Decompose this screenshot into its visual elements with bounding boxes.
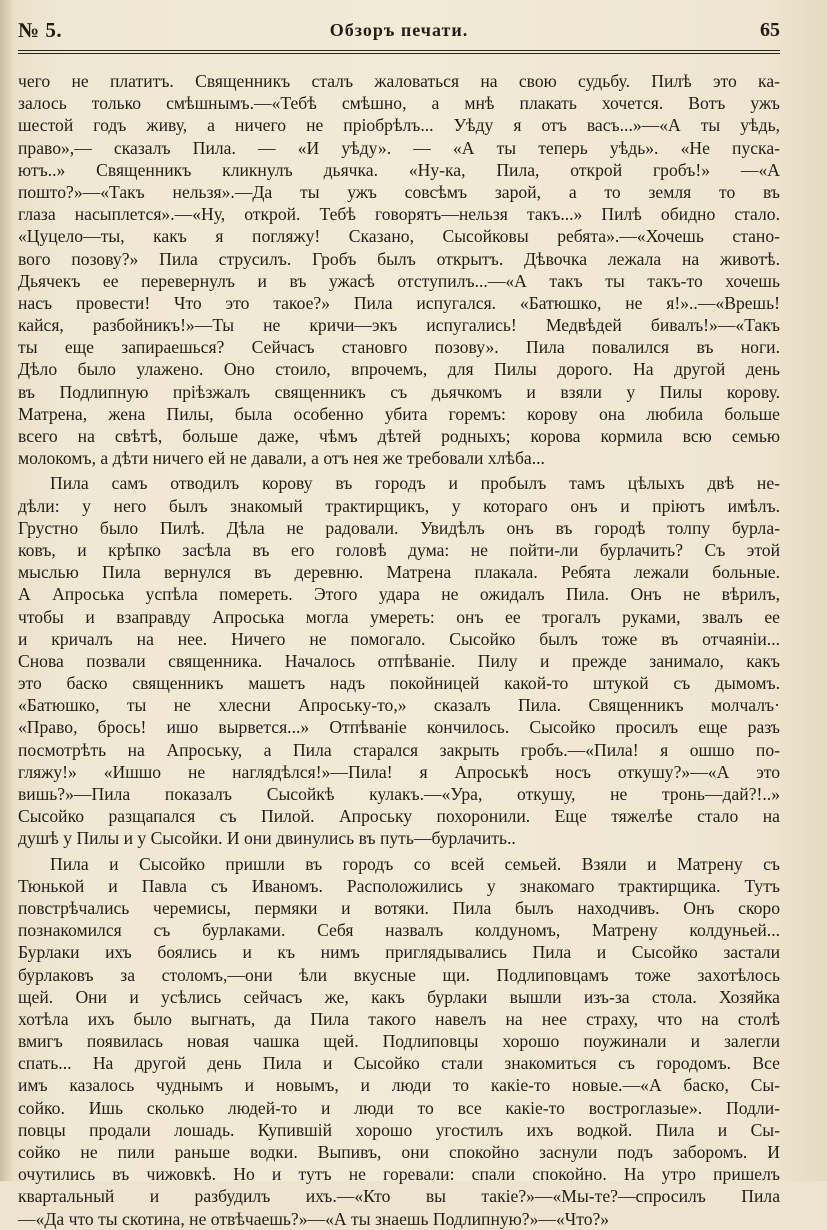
text-line: Дѣло было улажено. Оно стоило, впрочемъ, для Пилы дорого. На другой день [18, 359, 780, 380]
body-text [18, 70, 780, 1230]
text-line: Грустно было Пилѣ. Дѣла не радовали. Увидѣлъ онъ въ городѣ толпу бурла- [18, 517, 780, 538]
text-line: гляжу!» «Ишшо не наглядѣлся!»—Пила! я Апроськѣ носъ откушу?»—«А это [18, 761, 780, 782]
header-rule [18, 50, 780, 51]
text-line: душѣ у Пилы и у Сысойки. И они двинулись въ путь—бурлачить.. [18, 828, 516, 849]
text-line: насъ провести! Что это такое?» Пила испугался. «Батюшко, не я!»..—«Врешь! [18, 292, 780, 313]
text-line: мыслью Пила вернулся въ деревню. Матрена плакала. Ребята лежали больные. [18, 562, 780, 583]
text-line: вого позову?» Пила струсилъ. Гробъ былъ открытъ. Дѣвочка лежала на животѣ. [18, 248, 780, 269]
text-line: чтобы и взаправду Апроська могла умереть: онъ ее трогалъ руками, звалъ ее [18, 606, 780, 627]
text-line: бурлаковъ за столомъ,—они ѣли вкусные щи. Подлиповцамъ тоже захотѣлось [18, 964, 780, 985]
text-line: спать... На другой день Пила и Сысойко стали знакомиться съ городомъ. Все [18, 1053, 780, 1074]
text-line: повцы продали лошадь. Купившій хорошо угостилъ ихъ водкой. Пила и Сы- [18, 1119, 780, 1140]
text-line: Снова позвали священника. Началось отпѣваніе. Пилу и прежде занимало, какъ [18, 650, 780, 671]
text-line: вишь?»—Пила показалъ Сысойкѣ кулакъ.—«Ура, откушу, не тронь—дай?!..» [18, 784, 780, 804]
text-line: кайся, разбойникъ!»—Ты не кричи—экъ испугались! Медвѣдей бивалъ!»—«Такъ [18, 315, 780, 336]
text-line: квартальный и разбудилъ ихъ.—«Кто вы такіе?»—«Мы-те?—спросилъ Пила [18, 1186, 780, 1207]
text-line: въ Подлипную пріѣзжалъ священникъ съ дьячкомъ и взяли у Пилы корову. [18, 381, 780, 402]
text-line: и кричалъ на нее. Ничего не помогало. Сысойко былъ тоже въ отчаяніи... [18, 628, 780, 649]
text-line: Матрена, жена Пилы, была особенно убита горемъ: корову она любила больше [18, 403, 780, 424]
text-line: право»,— сказалъ Пила. — «И уѣду». — «А ты теперь уѣдь». «Не пуска- [18, 137, 780, 158]
text-line: вмигъ появилась новая чашка щей. Подлиповцы хорошо поужинали и залегли [18, 1031, 780, 1052]
text-line: хотѣла ихъ было выгнать, да Пила такого навелъ на нее страху, что на столѣ [18, 1008, 780, 1029]
header-rule-thin [18, 53, 780, 54]
text-line: дѣли: у него былъ знакомый трактирщикъ, у котораго онъ и пріютъ имѣлъ. [18, 495, 780, 516]
text-line: А Апроська успѣла помереть. Этого удара не ожидалъ Пила. Онъ не вѣрилъ, [18, 584, 780, 605]
text-line: «Батюшко, ты не хлесни Апроську-то,» сказалъ Пила. Священникъ молчалъ· [18, 695, 780, 716]
text-line: познакомился съ бурлаками. Себя назвалъ колдуномъ, Матрену колдуньей... [18, 920, 780, 941]
page-binding-edge [0, 0, 14, 1181]
text-line: залось только смѣшнымъ.—«Тебѣ смѣшно, а мнѣ плакать хочется. Вотъ ужъ [18, 93, 780, 114]
text-line: Пила и Сысойко пришли въ городъ со всей семьей. Взяли и Матрену съ [50, 853, 780, 874]
text-line: Сысойко разщапался съ Пилой. Апроську похоронили. Еще тяжелѣе стало на [18, 806, 780, 827]
text-line: ютъ..» Священникъ кликнулъ дьячка. «Ну-ка, Пила, открой гробъ!» —«А [18, 159, 780, 180]
text-line: шестой годъ живу, а ничего не пріобрѣлъ... Уѣду я отъ васъ...»—«А ты уѣдь, [18, 115, 780, 136]
journal-section-title: Обзоръ печати. [329, 20, 469, 40]
page-number: 65 [760, 19, 780, 41]
text-line: щей. Они и усѣлись сейчасъ же, какъ бурлаки вышли изъ-за стола. Хозяйка [18, 986, 780, 1007]
running-header [18, 18, 780, 44]
text-line: —«Да что ты скотина, не отвѣчаешь?»—«А ты знаешь Подлипную?»—«Что?» [18, 1208, 610, 1229]
text-line: это баско священникъ машетъ надъ покойницей какой-то штукой съ дымомъ. [18, 673, 780, 694]
text-line: повстрѣчались черемисы, пермяки и вотяки. Пила былъ находчивъ. Онъ скоро [18, 897, 780, 918]
text-line: сойко не пили раньше водки. Выпивъ, они спокойно заснули подъ заборомъ. И [18, 1142, 780, 1162]
text-line: Бурлаки ихъ боялись и къ нимъ приглядывались Пила и Сысойко застали [18, 942, 780, 963]
text-line: имъ казалось чуднымъ и новымъ, и люди то какіе-то новые.—«А баско, Сы- [18, 1075, 780, 1096]
text-line: ты еще запираешься? Сейчасъ становго позову». Пила повалился въ ноги. [18, 337, 780, 358]
text-line: «Цуцело—ты, какъ я погляжу! Сказано, Сысойковы ребята».—«Хочешь стано- [18, 226, 780, 247]
text-line: молокомъ, а дѣти ничего ей не давали, а отъ нея же требовали хлѣба... [18, 448, 545, 469]
text-line: Дьячекъ ее перевернулъ и въ ужасѣ отступилъ...—«А такъ ты такъ-то хочешь [18, 270, 780, 291]
text-line: пошто?»—«Такъ нельзя».—Да ты ужъ совсѣмъ зарой, а то земля то въ [18, 181, 780, 202]
text-line: очутились въ чижовкѣ. Но и тутъ не горевали: спали спокойно. На утро пришелъ [18, 1164, 780, 1185]
text-line: ковъ, и крѣпко засѣла въ его головѣ дума: не пойти-ли бурлачить? Съ этой [18, 539, 780, 560]
issue-number: № 5. [18, 18, 63, 42]
text-line: Пила самъ отводилъ корову въ городъ и пробылъ тамъ цѣлыхъ двѣ не- [50, 473, 780, 494]
text-line: всего на свѣтѣ, больше даже, чѣмъ дѣтей родныхъ; корова кормила всю семью [18, 426, 780, 446]
text-line: «Право, брось! ишо вырвется...» Отпѣваніе кончилось. Сысойко просилъ еще разъ [18, 717, 780, 738]
text-line: чего не платитъ. Священникъ сталъ жаловаться на свою судьбу. Пилѣ это ка- [18, 71, 780, 91]
text-line: глаза насыплется».—«Ну, открой. Тебѣ говорятъ—нельзя такъ...» Пилѣ обидно стало. [18, 204, 780, 225]
text-line: посмотрѣть на Апроську, а Пила старался закрыть гробъ.—«Пила! я ошшо по- [18, 739, 780, 760]
text-line: сойко. Ишь сколько людей-то и люди то все какіе-то востроглазые». Подли- [18, 1097, 780, 1118]
text-line: Тюнькой и Павла съ Иваномъ. Расположились у знакомаго трактирщика. Тутъ [18, 875, 780, 896]
